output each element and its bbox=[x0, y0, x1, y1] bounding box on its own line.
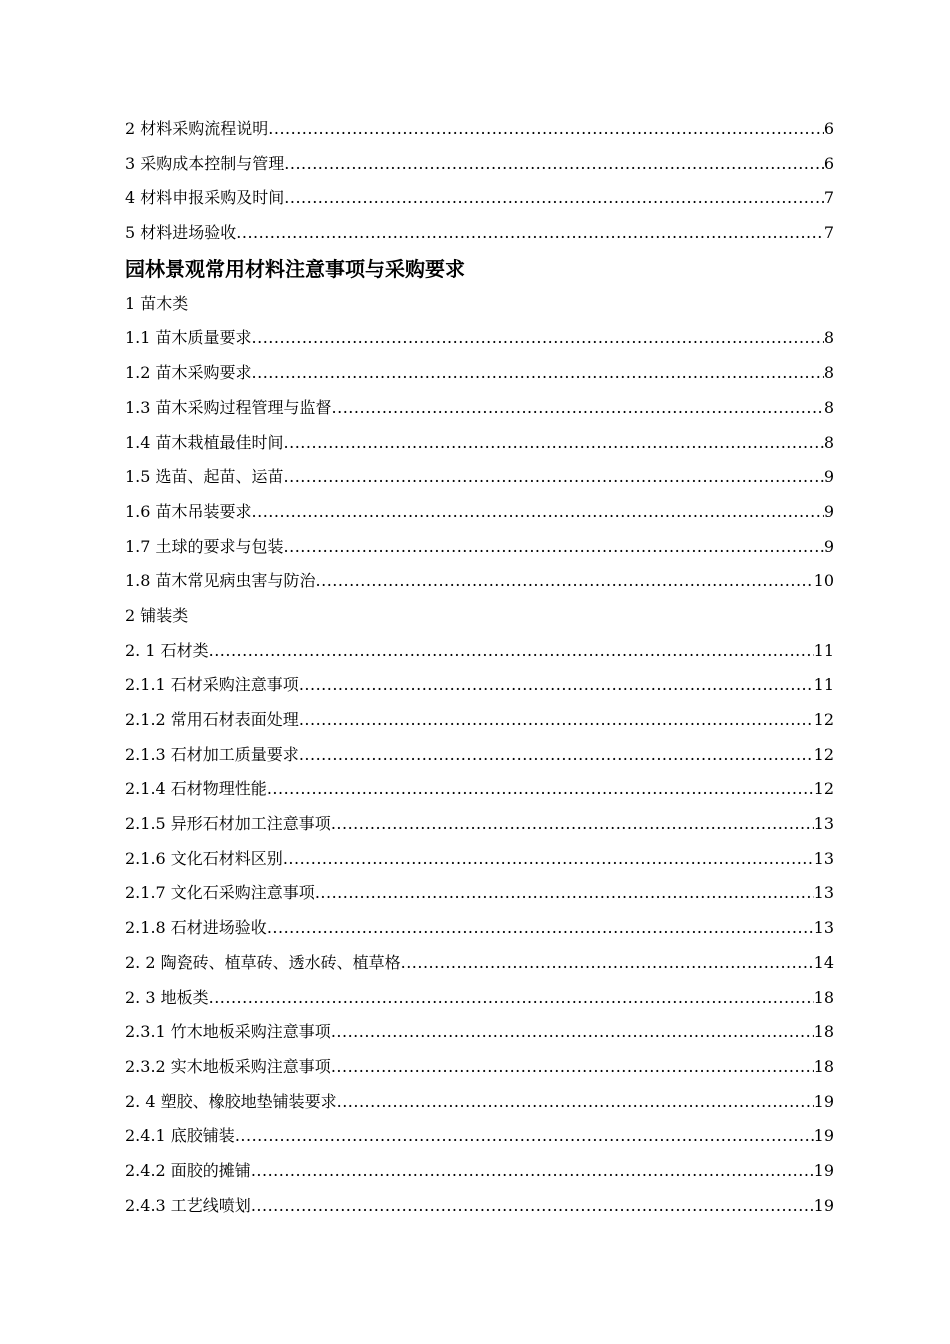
toc-entry-label: 1.7 土球的要求与包装 bbox=[125, 536, 284, 556]
toc-entry[interactable] bbox=[125, 738, 834, 773]
table-of-contents bbox=[125, 112, 834, 1223]
toc-entry-label: 1.3 苗木采购过程管理与监督 bbox=[125, 397, 332, 417]
toc-entry-page-number: 18 bbox=[813, 1056, 834, 1076]
toc-entry-label: 2. 4 塑胶、橡胶地垫铺装要求 bbox=[125, 1091, 337, 1111]
toc-entry-page-number: 12 bbox=[813, 779, 834, 799]
toc-entry[interactable] bbox=[125, 426, 834, 461]
toc-entry-label: 2. 1 石材类 bbox=[125, 640, 209, 660]
dot-leader bbox=[332, 391, 824, 426]
toc-entry-label: 2.1.5 异形石材加工注意事项 bbox=[125, 814, 331, 834]
toc-entry[interactable] bbox=[125, 356, 834, 391]
toc-entry-label: 2.3.2 实木地板采购注意事项 bbox=[125, 1056, 331, 1076]
toc-entry-label: 2. 2 陶瓷砖、植草砖、透水砖、植草格 bbox=[125, 952, 401, 972]
toc-entry-page-number: 8 bbox=[823, 363, 834, 383]
toc-entry[interactable] bbox=[125, 807, 834, 842]
toc-section-1-group bbox=[125, 321, 834, 599]
toc-entry-page-number: 18 bbox=[813, 1022, 834, 1042]
dot-leader bbox=[299, 738, 814, 773]
toc-entry[interactable] bbox=[125, 530, 834, 565]
toc-entry-page-number: 19 bbox=[813, 1126, 834, 1146]
toc-entry[interactable] bbox=[125, 391, 834, 426]
dot-leader bbox=[401, 946, 814, 981]
dot-leader bbox=[315, 876, 814, 911]
toc-entry-page-number: 19 bbox=[813, 1091, 834, 1111]
dot-leader bbox=[251, 1154, 814, 1189]
toc-entry-label: 3 采购成本控制与管理 bbox=[125, 153, 285, 173]
toc-entry-page-number: 13 bbox=[813, 814, 834, 834]
dot-leader bbox=[209, 981, 814, 1016]
toc-entry[interactable] bbox=[125, 946, 834, 981]
dot-leader bbox=[284, 530, 824, 565]
toc-entry-page-number: 11 bbox=[813, 675, 834, 695]
toc-entry-page-number: 12 bbox=[813, 710, 834, 729]
toc-entry-page-number: 7 bbox=[823, 223, 834, 243]
dot-leader bbox=[284, 147, 824, 182]
toc-entry[interactable] bbox=[125, 181, 834, 216]
dot-leader bbox=[337, 1085, 814, 1120]
toc-entry[interactable] bbox=[125, 1085, 834, 1120]
toc-entry[interactable] bbox=[125, 668, 834, 703]
toc-entry-label: 2.4.2 面胶的摊铺 bbox=[125, 1160, 251, 1180]
dot-leader bbox=[331, 1050, 814, 1085]
dot-leader bbox=[284, 181, 824, 216]
toc-section-2-group bbox=[125, 634, 834, 1224]
toc-entry[interactable] bbox=[125, 495, 834, 530]
toc-entry[interactable] bbox=[125, 112, 834, 147]
dot-leader bbox=[268, 112, 824, 147]
toc-entry[interactable] bbox=[125, 703, 834, 738]
dot-leader bbox=[299, 703, 814, 738]
toc-entry-page-number: 8 bbox=[823, 328, 834, 348]
toc-entry-page-number: 6 bbox=[823, 153, 834, 173]
toc-entry-label: 2. 3 地板类 bbox=[125, 987, 209, 1007]
toc-entry[interactable] bbox=[125, 634, 834, 669]
toc-entry-label: 2.1.4 石材物理性能 bbox=[125, 779, 267, 799]
section-title-2: 2 铺装类 bbox=[125, 605, 189, 625]
toc-entry-label: 1.1 苗木质量要求 bbox=[125, 328, 252, 348]
dot-leader bbox=[251, 1189, 814, 1224]
toc-entry-label: 1.5 选苗、起苗、运苗 bbox=[125, 467, 284, 487]
toc-entry-page-number: 11 bbox=[813, 640, 834, 660]
dot-leader bbox=[267, 772, 814, 807]
dot-leader bbox=[283, 842, 814, 877]
toc-entry-label: 4 材料申报采购及时间 bbox=[125, 188, 285, 208]
toc-entry-page-number: 12 bbox=[813, 744, 834, 764]
toc-entry-label: 2.1.3 石材加工质量要求 bbox=[125, 744, 299, 764]
toc-entry-page-number: 13 bbox=[813, 883, 834, 903]
toc-entry-page-number: 8 bbox=[823, 432, 834, 452]
dot-leader bbox=[299, 668, 814, 703]
toc-entry-page-number: 13 bbox=[813, 848, 834, 868]
toc-entry[interactable] bbox=[125, 911, 834, 946]
toc-entry[interactable] bbox=[125, 1015, 834, 1050]
dot-leader bbox=[267, 911, 814, 946]
toc-entry[interactable] bbox=[125, 216, 834, 251]
toc-entry-page-number: 19 bbox=[813, 1160, 834, 1180]
toc-entry[interactable] bbox=[125, 1154, 834, 1189]
toc-entry[interactable] bbox=[125, 842, 834, 877]
toc-entry-label: 1.6 苗木吊装要求 bbox=[125, 501, 252, 521]
toc-entry-label: 1.2 苗木采购要求 bbox=[125, 363, 252, 383]
toc-entry-label: 2.1.6 文化石材料区别 bbox=[125, 848, 283, 868]
toc-entry-page-number: 9 bbox=[823, 467, 834, 487]
toc-entry-page-number: 9 bbox=[823, 536, 834, 556]
toc-entry-page-number: 13 bbox=[813, 918, 834, 938]
toc-entry[interactable] bbox=[125, 147, 834, 182]
toc-entry-label: 2.4.1 底胶铺装 bbox=[125, 1126, 235, 1146]
toc-entry-page-number: 18 bbox=[813, 987, 834, 1007]
toc-entry-label: 2.1.2 常用石材表面处理 bbox=[125, 710, 299, 729]
toc-entry-label: 2.1.7 文化石采购注意事项 bbox=[125, 883, 315, 903]
toc-entry[interactable] bbox=[125, 1050, 834, 1085]
toc-entry[interactable] bbox=[125, 1119, 834, 1154]
toc-heading: 园林景观常用材料注意事项与采购要求 bbox=[125, 256, 465, 281]
toc-entry-page-number: 14 bbox=[813, 952, 834, 972]
dot-leader bbox=[236, 216, 824, 251]
toc-entry-page-number: 9 bbox=[823, 501, 834, 521]
dot-leader bbox=[316, 564, 814, 599]
toc-entry[interactable] bbox=[125, 460, 834, 495]
toc-entry-page-number: 10 bbox=[813, 571, 834, 591]
toc-entry-label: 2 材料采购流程说明 bbox=[125, 119, 269, 138]
toc-entry-label: 2.3.1 竹木地板采购注意事项 bbox=[125, 1022, 331, 1042]
toc-entry-label: 2.4.3 工艺线喷划 bbox=[125, 1195, 251, 1215]
toc-entry[interactable] bbox=[125, 876, 834, 911]
toc-entry-label: 2.1.8 石材进场验收 bbox=[125, 918, 267, 938]
toc-entry[interactable] bbox=[125, 1189, 834, 1224]
toc-entry-label: 5 材料进场验收 bbox=[125, 223, 237, 243]
toc-entry-label: 2.1.1 石材采购注意事项 bbox=[125, 675, 299, 695]
section-title-1: 1 苗木类 bbox=[125, 293, 189, 313]
toc-top-group bbox=[125, 112, 834, 251]
toc-entry-label: 1.4 苗木栽植最佳时间 bbox=[125, 432, 284, 452]
dot-leader bbox=[252, 356, 824, 391]
toc-entry-page-number: 19 bbox=[813, 1195, 834, 1215]
dot-leader bbox=[209, 634, 814, 669]
dot-leader bbox=[284, 460, 824, 495]
dot-leader bbox=[331, 807, 814, 842]
toc-entry-label: 1.8 苗木常见病虫害与防治 bbox=[125, 571, 316, 591]
toc-entry-page-number: 6 bbox=[823, 119, 834, 138]
toc-entry[interactable] bbox=[125, 981, 834, 1016]
toc-entry[interactable] bbox=[125, 321, 834, 356]
toc-entry[interactable] bbox=[125, 772, 834, 807]
toc-entry-page-number: 8 bbox=[823, 397, 834, 417]
dot-leader bbox=[252, 321, 824, 356]
dot-leader bbox=[284, 426, 824, 461]
toc-entry-page-number: 7 bbox=[823, 188, 834, 208]
dot-leader bbox=[235, 1119, 814, 1154]
dot-leader bbox=[331, 1015, 814, 1050]
toc-entry[interactable] bbox=[125, 564, 834, 599]
dot-leader bbox=[252, 495, 824, 530]
